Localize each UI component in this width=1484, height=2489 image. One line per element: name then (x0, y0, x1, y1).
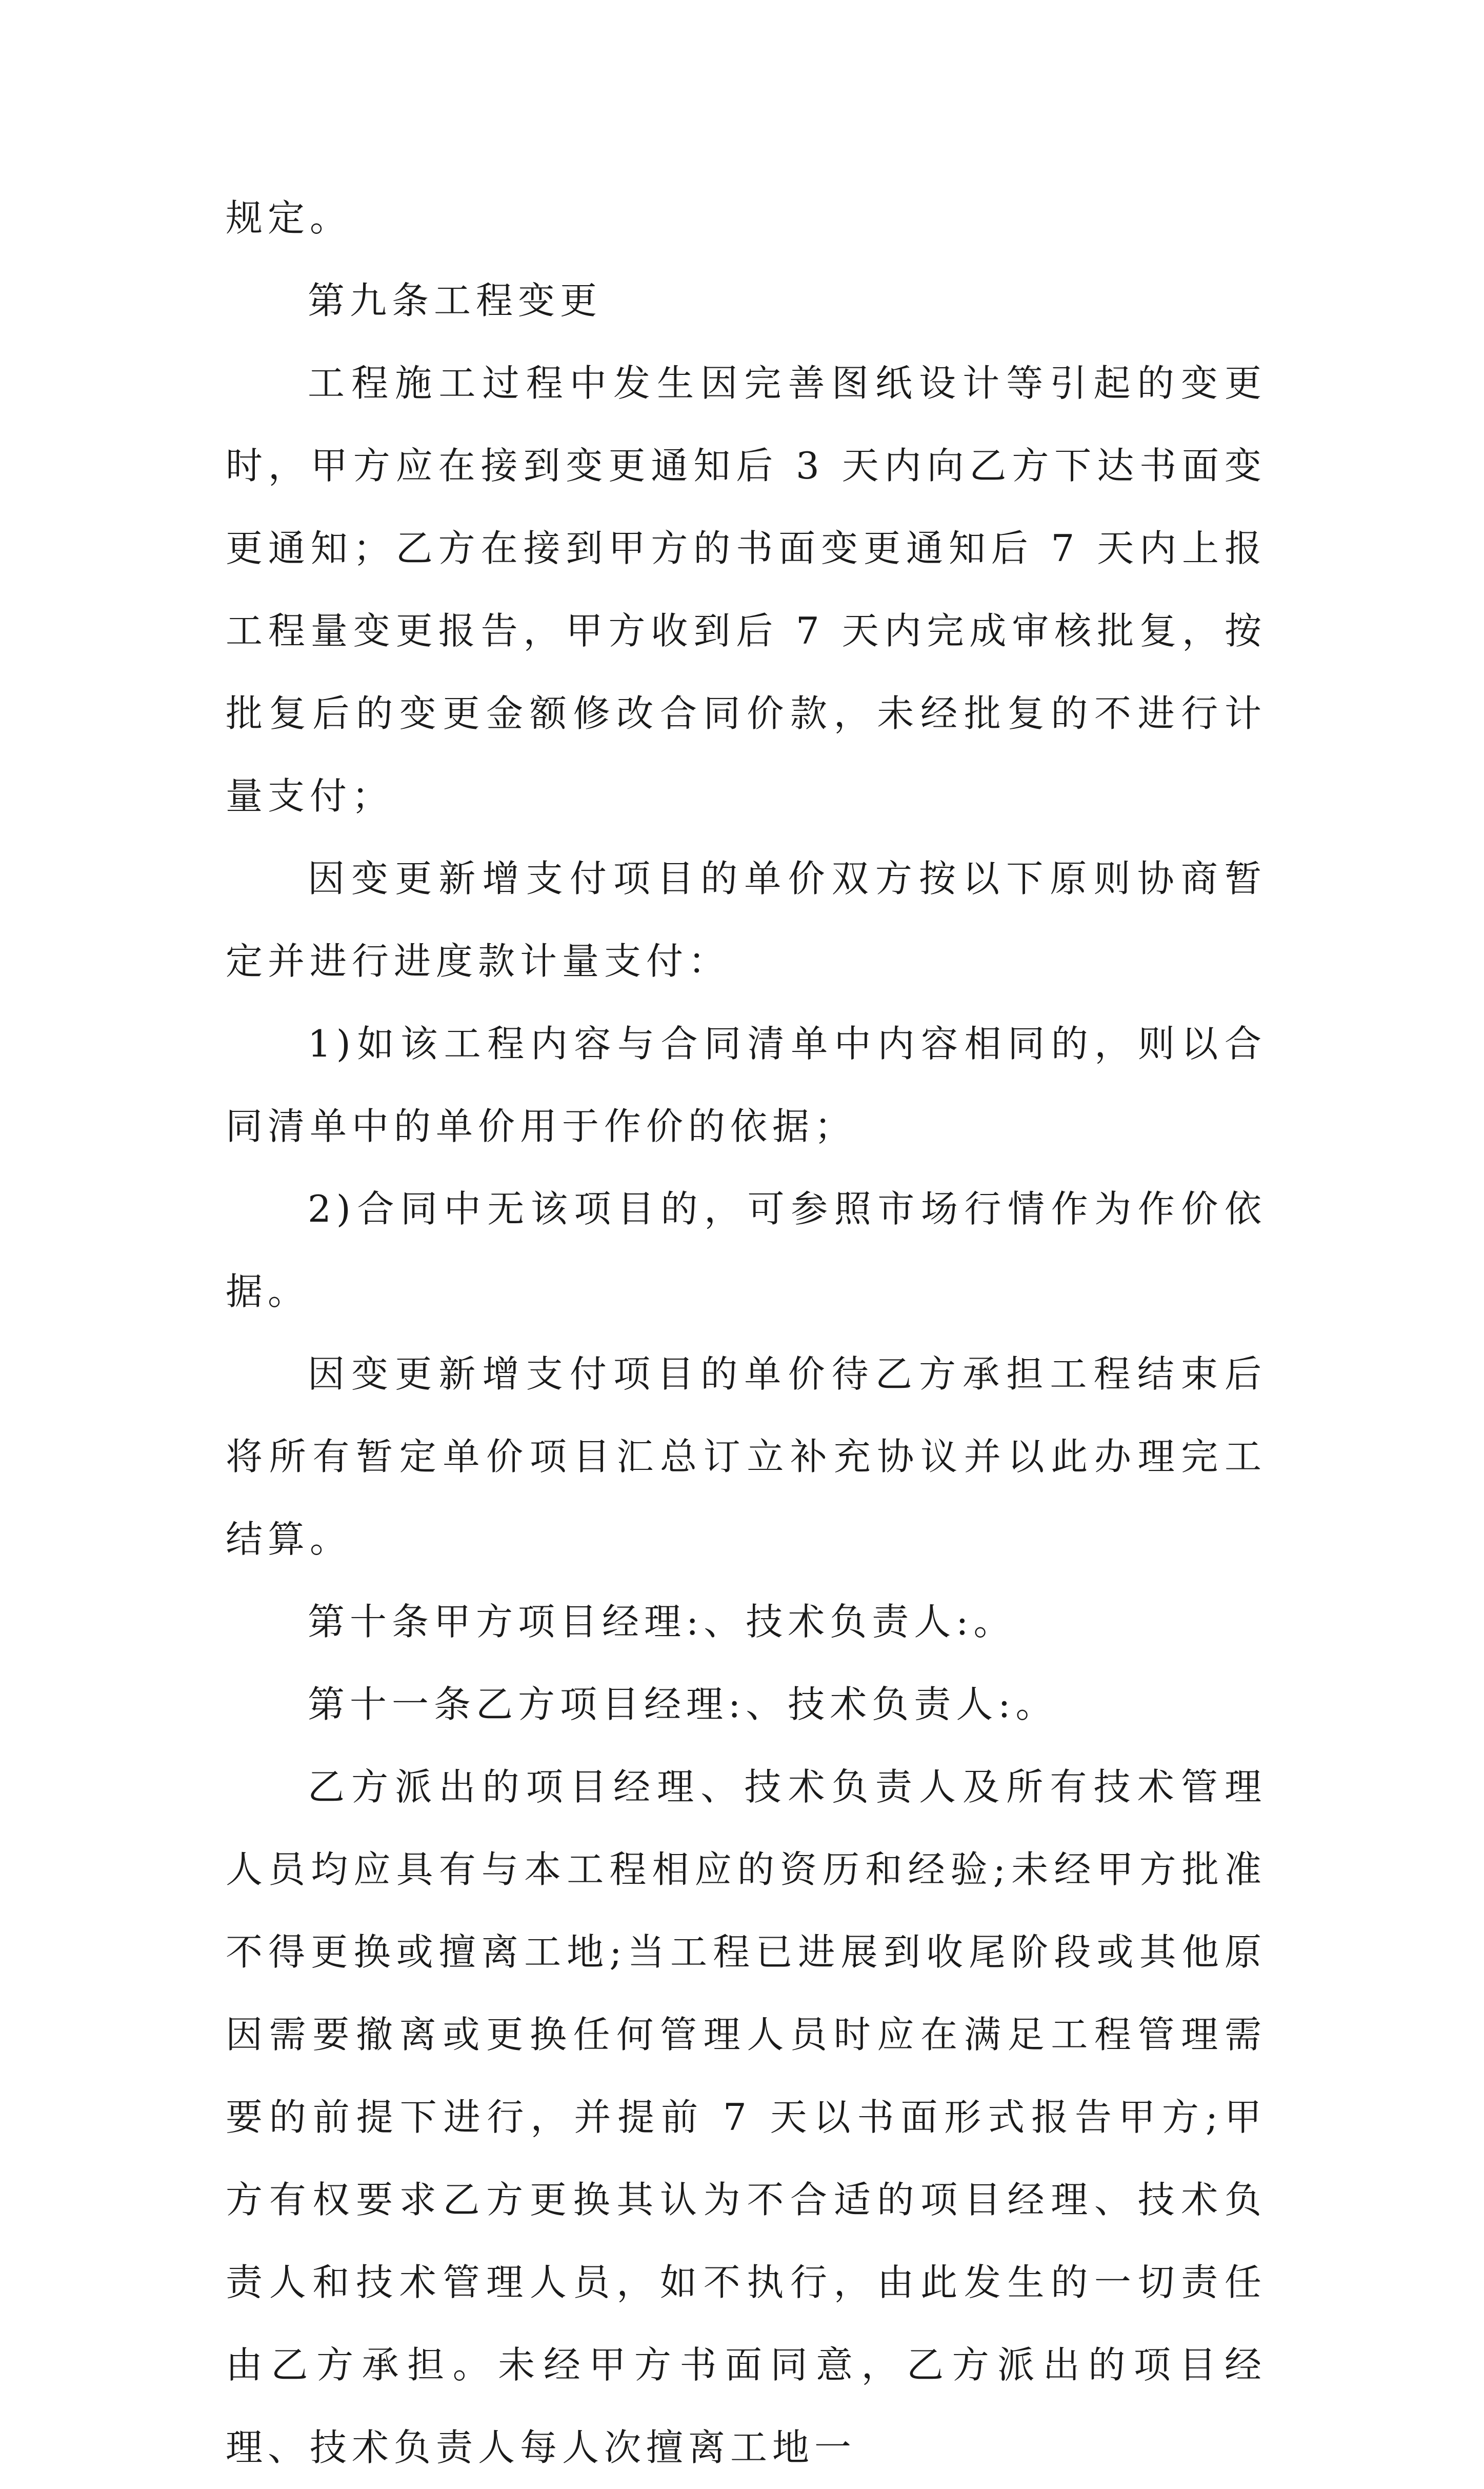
list-item-1: 1)如该工程内容与合同清单中内容相同的，则以合同清单中的单价用于作价的依据； (226, 1022, 1267, 1148)
article-10-heading: 第十条甲方项目经理:、技术负责人:。 (308, 1600, 1016, 1643)
list-item-2: 2)合同中无该项目的，可参照市场行情作为作价依据。 (226, 1187, 1267, 1313)
paragraph-continuation: 规定。 (226, 196, 352, 240)
paragraph-unit-price-principle: 因变更新增支付项目的单价双方按以下原则协商暂定并进行进度款计量支付： (226, 857, 1267, 983)
article-9-heading: 第九条工程变更 (308, 279, 603, 322)
paragraph-change-notice: 工程施工过程中发生因完善图纸设计等引起的变更时，甲方应在接到变更通知后 3 天内向乙方下达书面变更通知；乙方在接到甲方的书面变更通知后 7 天内上报工程量变更报告，甲方收到后 7 天内完成审核批复，按批复后的变更金额修改合同价款，未经批复的不进行计量支付； (226, 362, 1267, 818)
paragraph-personnel-requirements: 乙方派出的项目经理、技术负责人及所有技术管理人员均应具有与本工程相应的资历和经验;未经甲方批准不得更换或擅离工地;当工程已进展到收尾阶段或其他原因需要撤离或更换任何管理人员时应在满足工程管理需要的前提下进行，并提前 7 天以书面形式报告甲方;甲方有权要求乙方更换其认为不合适的项目经理、技术负责人和技术管理人员，如不执行，由此发生的一切责任由乙方承担。未经甲方书面同意，乙方派出的项目经理、技术负责人每人次擅离工地一 (226, 1765, 1267, 2469)
paragraph-supplementary-agreement: 因变更新增支付项目的单价待乙方承担工程结束后将所有暂定单价项目汇总订立补充协议并以此办理完工结算。 (226, 1352, 1267, 1561)
document-body (226, 177, 1267, 2489)
article-11-heading: 第十一条乙方项目经理:、技术负责人:。 (308, 1683, 1058, 1726)
